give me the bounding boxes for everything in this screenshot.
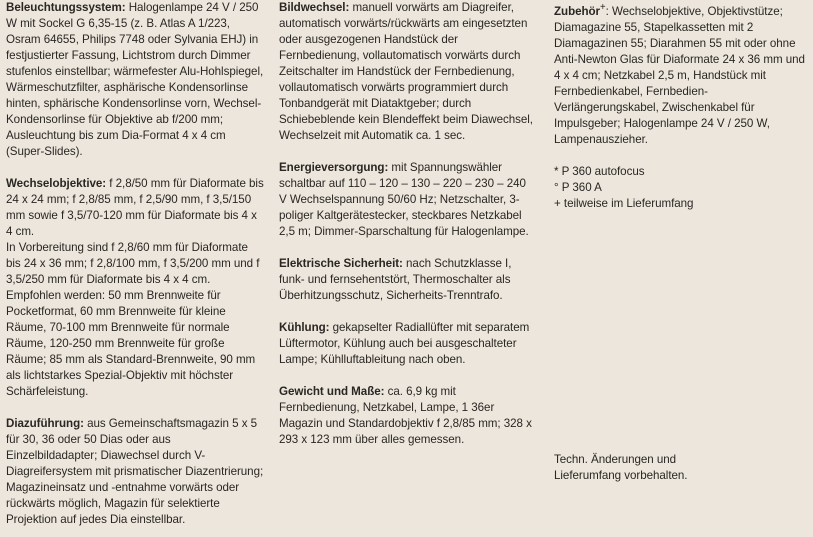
label-sicherheit: Elektrische Sicherheit: (279, 257, 403, 270)
label-kuehlung: Kühlung: (279, 321, 330, 334)
sup-zubehoer: + (600, 2, 606, 13)
label-diazufuehrung: Diazuführung: (6, 417, 84, 430)
text-wechselobjektive: f 2,8/50 mm für Diaformate bis 24 x 24 mm; f 2,8/85 mm, f 2,5/90 mm, f 3,5/150 mm sowie f 3,5/70-120 mm für Diaformate bis 4 x 4 cm. (6, 177, 264, 238)
text-energie: mit Spannungswähler schaltbar auf 110 – 120 – 130 – 220 – 230 – 240 V Wechselspannung 50/60 Hz; Netzschalter, 3-poliger Kaltgerätestecker, steckbares Netzkabel 2,5 m; Dimmer-Sparschaltung für Halogenlampe. (279, 161, 529, 238)
text-bildwechsel: manuell vorwärts am Diagreifer, automatisch vorwärts/rückwärts am eingesetzten oder ausgezogenen Handstück der Fernbedienung, vollautomatisch vorwärts durch Zeitschalter im Handstück der Fernbedienung, vollautomatisch vorwärts programmiert durch Tonbandgerät mit Diataktgeber; durch Schiebeblende kein Blendeffekt beim Diawechsel, Wechselzeit mit Automatik ca. 1 sec. (279, 1, 533, 142)
label-energie: Energieversorgung: (279, 161, 389, 174)
label-zubehoer: Zubehör (554, 4, 601, 18)
paragraph-wechselobjektive (6, 176, 264, 240)
label-wechselobjektive: Wechselobjektive: (6, 177, 107, 190)
legend-item: + teilweise im Lieferumfang (554, 196, 694, 210)
footer-note-line1: Techn. Änderungen und (554, 452, 677, 466)
paragraph-vorbereitung: In Vorbereitung sind f 2,8/60 mm für Diaformate bis 24 x 36 mm; f 2,8/100 mm, f 3,5/200 mm und f 3,5/250 mm für Diaformate bis 4 x 4 cm. (6, 241, 260, 286)
legend-item: * P 360 autofocus (554, 164, 645, 178)
paragraph-beleuchtung (6, 0, 264, 160)
paragraph-gewicht (279, 384, 533, 448)
legend-item: ° P 360 A (554, 180, 602, 194)
column-middle (279, 0, 533, 448)
paragraph-zubehoer (554, 0, 806, 148)
text-diazufuehrung: aus Gemeinschaftsmagazin 5 x 5 für 30, 36 oder 50 Dias oder aus Einzelbildadapter; Diawechsel durch V-Diagreifersystem mit prismatischer Diazentrierung; Magazineinsatz und -entnahme vorwärts oder rückwärts möglich, Magazin für selektierte Projektion auf jedes Dia einstellbar. (6, 417, 264, 526)
column-left (6, 0, 264, 528)
paragraph-kuehlung (279, 320, 533, 368)
text-beleuchtung: Halogenlampe 24 V / 250 W mit Sockel G 6,35-15 (z. B. Atlas A 1/223, Osram 64655, Philips 7748 oder Sylvania EHJ) in festjustierter Fassung, Lichtstrom durch Dimmer stufenlos einstellbar; wärmefester Alu-Hohlspiegel, Wärmeschutzfilter, asphärische Kondensorlinse hinten, sphärische Kondensorlinse vorn, Wechsel-Kondensorlinse für Objektive ab f/200 mm; Ausleuchtung bis zum Dia-Format 4 x 4 cm (Super-Slides). (6, 1, 264, 158)
legend-list (554, 164, 806, 212)
label-beleuchtung: Beleuchtungssystem: (6, 1, 126, 14)
paragraph-bildwechsel (279, 0, 533, 144)
paragraph-diazufuehrung (6, 416, 264, 528)
footer-note-line2: Lieferumfang vorbehalten. (554, 468, 688, 482)
text-gewicht: ca. 6,9 kg mit Fernbedienung, Netzkabel, Lampe, 1 36er Magazin und Standardobjektiv f 2,8/85 mm; 328 x 293 x 123 mm über alles gemessen. (279, 385, 532, 446)
column-right (554, 0, 806, 484)
text-zubehoer: : Wechselobjektive, Objektivstütze; Diamagazine 55, Stapelkassetten mit 2 Diamagazinen 55; Diarahmen 55 mit oder ohne Anti-Newton Glas für Diaformate 24 x 36 mm und 4 x 4 cm; Netzkabel 2,5 m, Handstück mit Fernbedienkabel, Fernbedien-Verlängerungskabel, Zwischenkabel für Impulsgeber; Halogenlampe 24 V / 250 W, Lampenauszieher. (554, 4, 805, 146)
paragraph-empfohlen: Empfohlen werden: 50 mm Brennweite für Pocketformat, 60 mm Brennweite für kleine Räume, 70-100 mm Brennweite für normale Räume, 120-250 mm Brennweite für große Räume; 85 mm als Standard-Brennweite, 90 mm als lichtstarkes Spezial-Objektiv mit höchster Schärfeleistung. (6, 289, 256, 398)
paragraph-energie (279, 160, 533, 240)
text-kuehlung: gekapselter Radiallüfter mit separatem Lüftermotor, Kühlung auch bei ausgeschalteter Lampe; Kühlluftableitung nach oben. (279, 321, 530, 366)
paragraph-sicherheit (279, 256, 533, 304)
label-gewicht: Gewicht und Maße: (279, 385, 385, 398)
text-sicherheit: nach Schutzklasse I, funk- und fernsehentstört, Thermoschalter als Überhitzungsschutz, Sicherheits-Trenntrafo. (279, 257, 512, 302)
label-bildwechsel: Bildwechsel: (279, 1, 350, 14)
